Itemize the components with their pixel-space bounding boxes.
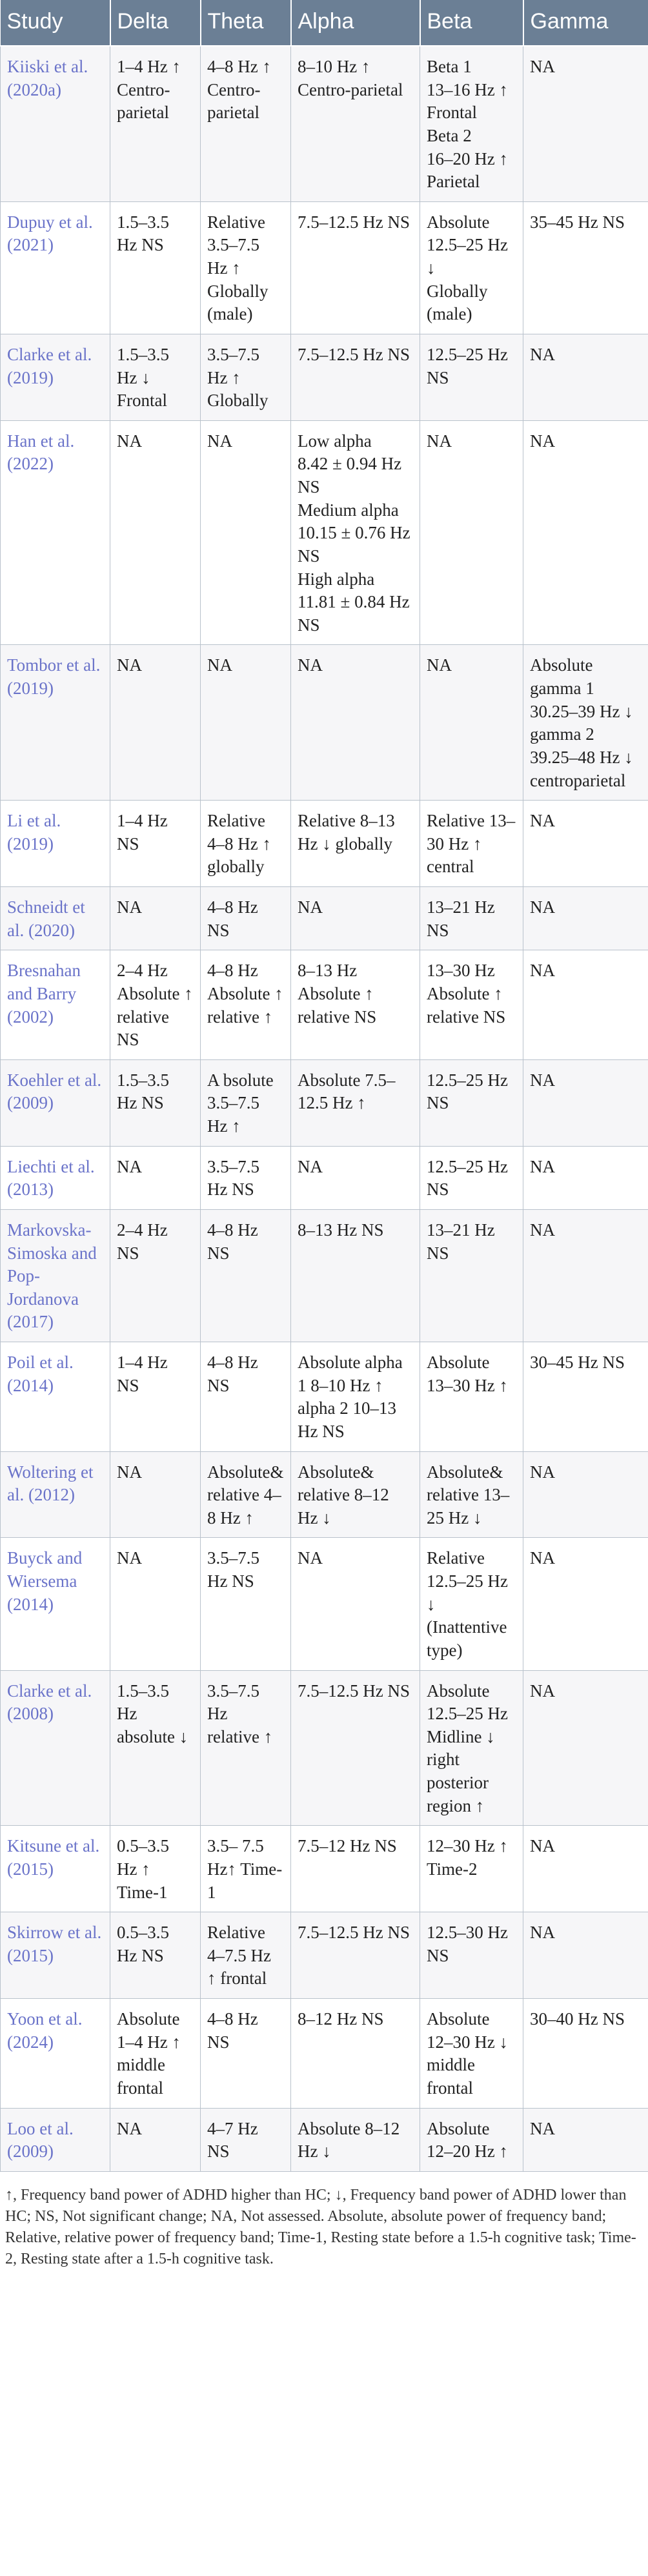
beta-value: NA <box>427 655 452 675</box>
alpha-value: Low alpha <box>298 431 372 451</box>
cell-alpha <box>291 1826 420 1912</box>
cell-delta <box>110 201 201 334</box>
cell-theta <box>201 1451 291 1538</box>
delta-value: NA <box>117 431 142 451</box>
theta-value: 3.5–7.5 Hz NS <box>207 1548 259 1591</box>
table-row <box>1 2108 648 2171</box>
table-row <box>1 1538 648 1670</box>
alpha-value: Medium alpha 10.15 ± 0.76 Hz NS <box>298 500 410 566</box>
gamma-value: 30–40 Hz NS <box>530 2009 625 2029</box>
cell-gamma <box>523 1670 648 1826</box>
theta-value: 4–8 Hz NS <box>207 1220 258 1263</box>
cell-delta <box>110 645 201 801</box>
gamma-value: NA <box>530 1681 555 1701</box>
study-citation-link[interactable]: Liechti et al. (2013) <box>1 1146 110 1209</box>
beta-value: Globally (male) <box>427 281 488 324</box>
theta-value: 4–8 Hz NS <box>207 897 258 940</box>
cell-gamma <box>523 1826 648 1912</box>
cell-delta <box>110 1670 201 1826</box>
alpha-value: NA <box>298 1156 323 1176</box>
cell-beta <box>420 1912 523 1999</box>
beta-value: Relative 12.5–25 Hz ↓ <box>427 1548 508 1614</box>
alpha-value: 7.5–12.5 Hz NS <box>298 1923 410 1943</box>
header-row <box>1 0 648 46</box>
gamma-value: NA <box>530 344 555 364</box>
beta-value: Absolute 12.5–25 Hz ↓ <box>427 212 508 278</box>
cell-alpha <box>291 887 420 950</box>
delta-value: NA <box>117 1462 142 1482</box>
cell-delta <box>110 1826 201 1912</box>
cell-gamma <box>523 1209 648 1342</box>
alpha-value: NA <box>298 897 323 917</box>
study-citation-link[interactable]: Li et al. (2019) <box>1 801 110 887</box>
theta-value: Absolute& relative 4–8 Hz ↑ <box>207 1462 284 1528</box>
cell-theta <box>201 1826 291 1912</box>
gamma-value: NA <box>530 2118 555 2138</box>
alpha-value: 8–13 Hz NS <box>298 1220 384 1240</box>
cell-beta <box>420 1342 523 1452</box>
cell-theta <box>201 1538 291 1670</box>
gamma-value: 35–45 Hz NS <box>530 212 625 232</box>
gamma-value: NA <box>530 1462 555 1482</box>
theta-value: 4–7 Hz NS <box>207 2118 258 2162</box>
alpha-value: Centro-parietal <box>298 79 403 99</box>
table-footnote: ↑, Frequency band power of ADHD higher than HC; ↓, Frequency band power of ADHD lower than HC; NS, Not significant change; NA, Not assessed. Absolute, absolute power of frequency band; Relative, relative power of frequency band; Time-1, Resting state before a 1.5-h cognitive task; Time-2, Resting state after a 1.5-h cognitive task. <box>5 2186 636 2268</box>
study-citation-link[interactable]: Han et al. (2022) <box>1 420 110 645</box>
cell-alpha <box>291 2108 420 2171</box>
delta-value: NA <box>117 1548 142 1568</box>
alpha-value: Relative 8–13 Hz ↓ globally <box>298 811 395 854</box>
delta-value: 1–4 Hz NS <box>117 811 168 854</box>
beta-value: 12.5–30 Hz NS <box>427 1923 508 1965</box>
cell-alpha <box>291 1538 420 1670</box>
beta-value: 13–16 Hz ↑ <box>427 79 508 99</box>
cell-beta <box>420 1826 523 1912</box>
alpha-value: Absolute alpha 1 8–10 Hz ↑ <box>298 1353 403 1395</box>
theta-value: 4–8 Hz ↑ <box>207 57 271 76</box>
theta-value: Relative 3.5–7.5 Hz ↑ <box>207 212 265 278</box>
theta-value: 4–8 Hz Absolute ↑ relative ↑ <box>207 961 283 1027</box>
theta-value: 3.5–7.5 Hz NS <box>207 1156 259 1200</box>
table-row <box>1 950 648 1060</box>
beta-value: 12.5–25 Hz NS <box>427 1156 508 1200</box>
study-citation-link[interactable]: Kiiski et al. (2020a) <box>1 46 110 201</box>
cell-gamma <box>523 334 648 420</box>
study-citation-link[interactable]: Clarke et al. (2019) <box>1 334 110 420</box>
cell-gamma <box>523 2108 648 2171</box>
cell-alpha <box>291 1451 420 1538</box>
beta-value: 12–30 Hz ↑ Time-2 <box>427 1836 508 1879</box>
cell-beta <box>420 1209 523 1342</box>
gamma-value: NA <box>530 1923 555 1943</box>
table-row <box>1 1912 648 1999</box>
cell-delta <box>110 1059 201 1146</box>
cell-alpha <box>291 801 420 887</box>
theta-value: Globally (male) <box>207 281 268 324</box>
header-delta: Delta <box>110 0 201 46</box>
study-citation-link[interactable]: Loo et al. (2009) <box>1 2108 110 2171</box>
cell-gamma <box>523 950 648 1060</box>
delta-value: 1–4 Hz NS <box>117 1353 168 1395</box>
cell-alpha <box>291 1059 420 1146</box>
cell-theta <box>201 1999 291 2109</box>
cell-beta <box>420 1999 523 2109</box>
study-citation-link[interactable]: Clarke et al. (2008) <box>1 1670 110 1826</box>
beta-value: Absolute 12–30 Hz ↓ middle frontal <box>427 2009 508 2098</box>
cell-alpha <box>291 950 420 1060</box>
gamma-value: NA <box>530 1070 555 1090</box>
theta-value: NA <box>207 431 232 451</box>
cell-delta <box>110 887 201 950</box>
beta-value: 13–30 Hz Absolute ↑ relative NS <box>427 961 506 1027</box>
cell-delta <box>110 1146 201 1209</box>
delta-value: 2–4 Hz NS <box>117 1220 168 1263</box>
theta-value: 3.5– 7.5 Hz↑ Time-1 <box>207 1836 283 1902</box>
cell-beta <box>420 801 523 887</box>
theta-value: Relative 4–7.5 Hz ↑ frontal <box>207 1923 271 1988</box>
theta-value: 3.5–7.5 Hz relative ↑ <box>207 1681 273 1746</box>
delta-value: 1.5–3.5 Hz absolute ↓ <box>117 1681 188 1746</box>
cell-theta <box>201 420 291 645</box>
cell-theta <box>201 1342 291 1452</box>
table-row <box>1 1826 648 1912</box>
cell-delta <box>110 46 201 201</box>
cell-theta <box>201 645 291 801</box>
delta-value: NA <box>117 2118 142 2138</box>
cell-delta <box>110 1209 201 1342</box>
table-row <box>1 334 648 420</box>
cell-delta <box>110 1451 201 1538</box>
study-citation-link[interactable]: Poil et al. (2014) <box>1 1342 110 1452</box>
alpha-value: NA <box>298 1548 323 1568</box>
alpha-value: 8–10 Hz ↑ <box>298 57 370 76</box>
beta-value: Absolute 13–30 Hz ↑ <box>427 1353 508 1395</box>
cell-beta <box>420 1538 523 1670</box>
delta-value: Absolute 1–4 Hz ↑ middle frontal <box>117 2009 181 2098</box>
cell-alpha <box>291 1209 420 1342</box>
study-citation-link[interactable]: Yoon et al. (2024) <box>1 1999 110 2109</box>
alpha-value: 7.5–12 Hz NS <box>298 1836 397 1856</box>
study-citation-link[interactable]: Bresnahan and Barry (2002) <box>1 950 110 1060</box>
table-row <box>1 1342 648 1452</box>
study-citation-link[interactable]: Koehler et al. (2009) <box>1 1059 110 1146</box>
cell-theta <box>201 201 291 334</box>
cell-gamma <box>523 887 648 950</box>
delta-value: 0.5–3.5 Hz NS <box>117 1923 169 1965</box>
gamma-value: NA <box>530 811 555 831</box>
cell-theta <box>201 1059 291 1146</box>
delta-value: Centro-parietal <box>117 79 170 123</box>
table-row <box>1 1146 648 1209</box>
gamma-value: NA <box>530 1836 555 1856</box>
gamma-value: 30–45 Hz NS <box>530 1353 625 1372</box>
cell-delta <box>110 801 201 887</box>
header-alpha: Alpha <box>291 0 420 46</box>
cell-beta <box>420 950 523 1060</box>
cell-beta <box>420 420 523 645</box>
alpha-value: High alpha 11.81 ± 0.84 Hz NS <box>298 569 410 635</box>
cell-delta <box>110 334 201 420</box>
cell-gamma <box>523 201 648 334</box>
header-gamma: Gamma <box>523 0 648 46</box>
alpha-value: 8.42 ± 0.94 Hz NS <box>298 454 402 496</box>
cell-theta <box>201 46 291 201</box>
cell-theta <box>201 1670 291 1826</box>
cell-alpha <box>291 1146 420 1209</box>
table-header <box>1 0 648 46</box>
beta-value: 13–21 Hz NS <box>427 897 495 940</box>
theta-value: A bsolute 3.5–7.5 Hz ↑ <box>207 1070 274 1136</box>
study-citation-link[interactable]: Woltering et al. (2012) <box>1 1451 110 1538</box>
header-study: Study <box>1 0 110 46</box>
cell-beta <box>420 1146 523 1209</box>
table-row <box>1 46 648 201</box>
table-row <box>1 1670 648 1826</box>
alpha-value: 8–12 Hz NS <box>298 2009 384 2029</box>
header-theta: Theta <box>201 0 291 46</box>
gamma-value: NA <box>530 1220 555 1240</box>
cell-theta <box>201 334 291 420</box>
study-citation-link[interactable]: Tombor et al. (2019) <box>1 645 110 801</box>
theta-value: 4–8 Hz NS <box>207 2009 258 2052</box>
beta-value: 12.5–25 Hz NS <box>427 344 508 387</box>
table-row <box>1 801 648 887</box>
delta-value: 0.5–3.5 Hz ↑ Time-1 <box>117 1836 169 1902</box>
delta-value: NA <box>117 655 142 675</box>
delta-value: 1.5–3.5 Hz NS <box>117 212 169 255</box>
alpha-value: Absolute& relative 8–12 Hz ↓ <box>298 1462 389 1528</box>
beta-value: Absolute 12–20 Hz ↑ <box>427 2118 508 2162</box>
delta-value: 2–4 Hz Absolute ↑ relative NS <box>117 961 193 1050</box>
cell-gamma <box>523 1999 648 2109</box>
cell-delta <box>110 420 201 645</box>
delta-value: NA <box>117 1156 142 1176</box>
cell-alpha <box>291 1912 420 1999</box>
cell-gamma <box>523 801 648 887</box>
cell-beta <box>420 46 523 201</box>
gamma-value: NA <box>530 1548 555 1568</box>
cell-beta <box>420 1670 523 1826</box>
cell-alpha <box>291 46 420 201</box>
cell-alpha <box>291 1999 420 2109</box>
cell-gamma <box>523 1059 648 1146</box>
cell-alpha <box>291 645 420 801</box>
cell-gamma <box>523 1451 648 1538</box>
alpha-value: 7.5–12.5 Hz NS <box>298 1681 410 1701</box>
delta-value: NA <box>117 897 142 917</box>
beta-value: Absolute& relative 13–25 Hz ↓ <box>427 1462 510 1528</box>
cell-beta <box>420 201 523 334</box>
gamma-value: NA <box>530 57 555 76</box>
beta-value: 13–21 Hz NS <box>427 1220 495 1263</box>
cell-theta <box>201 1146 291 1209</box>
cell-gamma <box>523 1538 648 1670</box>
table-row <box>1 201 648 334</box>
beta-value: Frontal <box>427 103 477 123</box>
table-row <box>1 1999 648 2109</box>
beta-value: Parietal <box>427 172 480 192</box>
cell-beta <box>420 1059 523 1146</box>
cell-beta <box>420 645 523 801</box>
cell-delta <box>110 1999 201 2109</box>
cell-gamma <box>523 1146 648 1209</box>
cell-delta <box>110 1342 201 1452</box>
alpha-value: 7.5–12.5 Hz NS <box>298 212 410 232</box>
header-beta: Beta <box>420 0 523 46</box>
delta-value: 1–4 Hz ↑ <box>117 57 181 76</box>
gamma-value: NA <box>530 1156 555 1176</box>
cell-delta <box>110 2108 201 2171</box>
cell-beta <box>420 2108 523 2171</box>
beta-value: 12.5–25 Hz NS <box>427 1070 508 1113</box>
table-row <box>1 1209 648 1342</box>
study-citation-link[interactable]: Kitsune et al. (2015) <box>1 1826 110 1912</box>
cell-theta <box>201 1912 291 1999</box>
study-citation-link[interactable]: Buyck and Wiersema (2014) <box>1 1538 110 1670</box>
alpha-value: 8–13 Hz Absolute ↑ relative NS <box>298 961 377 1027</box>
cell-theta <box>201 950 291 1060</box>
gamma-value: NA <box>530 431 555 451</box>
study-citation-link[interactable]: Dupuy et al. (2021) <box>1 201 110 334</box>
table-row <box>1 1451 648 1538</box>
cell-theta <box>201 887 291 950</box>
cell-delta <box>110 1912 201 1999</box>
cell-theta <box>201 801 291 887</box>
table-row <box>1 887 648 950</box>
cell-beta <box>420 334 523 420</box>
beta-value: Beta 2 <box>427 125 472 145</box>
cell-beta <box>420 1451 523 1538</box>
theta-value: 3.5–7.5 Hz ↑ Globally <box>207 344 268 411</box>
cell-gamma <box>523 46 648 201</box>
beta-value: Relative 13–30 Hz ↑ central <box>427 811 516 877</box>
delta-value: 1.5–3.5 Hz NS <box>117 1070 169 1113</box>
theta-value: NA <box>207 655 232 675</box>
theta-value: 4–8 Hz NS <box>207 1353 258 1395</box>
table-row <box>1 645 648 801</box>
cell-gamma <box>523 645 648 801</box>
cell-delta <box>110 950 201 1060</box>
delta-value: 1.5–3.5 Hz ↓ Frontal <box>117 344 169 411</box>
alpha-value: alpha 2 10–13 Hz NS <box>298 1398 396 1441</box>
cell-alpha <box>291 334 420 420</box>
cell-alpha <box>291 201 420 334</box>
study-citation-link[interactable]: Skirrow et al. (2015) <box>1 1912 110 1999</box>
theta-value: Relative 4–8 Hz ↑ globally <box>207 811 271 877</box>
cell-gamma <box>523 1342 648 1452</box>
alpha-value: Absolute 7.5–12.5 Hz ↑ <box>298 1070 396 1113</box>
table-body <box>1 46 648 2171</box>
table-row <box>1 420 648 645</box>
beta-value: 16–20 Hz ↑ <box>427 148 508 169</box>
cell-beta <box>420 887 523 950</box>
alpha-value: 7.5–12.5 Hz NS <box>298 344 410 364</box>
table-row <box>1 1059 648 1146</box>
beta-value: Beta 1 <box>427 57 472 76</box>
theta-value: Centro-parietal <box>207 79 261 123</box>
cell-gamma <box>523 420 648 645</box>
study-citation-link[interactable]: Markovska-Simoska and Pop-Jordanova (2017) <box>1 1209 110 1342</box>
cell-alpha <box>291 420 420 645</box>
beta-value: (Inattentive type) <box>427 1617 507 1660</box>
beta-value: Absolute 12.5–25 Hz Midline ↓ right posterior region ↑ <box>427 1681 508 1815</box>
gamma-value: Absolute gamma 1 30.25–39 Hz ↓ gamma 2 39.25–48 Hz ↓ centroparietal <box>530 655 633 790</box>
beta-value: NA <box>427 431 452 451</box>
study-citation-link[interactable]: Schneidt et al. (2020) <box>1 887 110 950</box>
alpha-value: NA <box>298 655 323 675</box>
cell-alpha <box>291 1342 420 1452</box>
gamma-value: NA <box>530 897 555 917</box>
cell-gamma <box>523 1912 648 1999</box>
gamma-value: NA <box>530 961 555 981</box>
cell-delta <box>110 1538 201 1670</box>
alpha-value: Absolute 8–12 Hz ↓ <box>298 2118 400 2162</box>
cell-alpha <box>291 1670 420 1826</box>
cell-theta <box>201 1209 291 1342</box>
cell-theta <box>201 2108 291 2171</box>
